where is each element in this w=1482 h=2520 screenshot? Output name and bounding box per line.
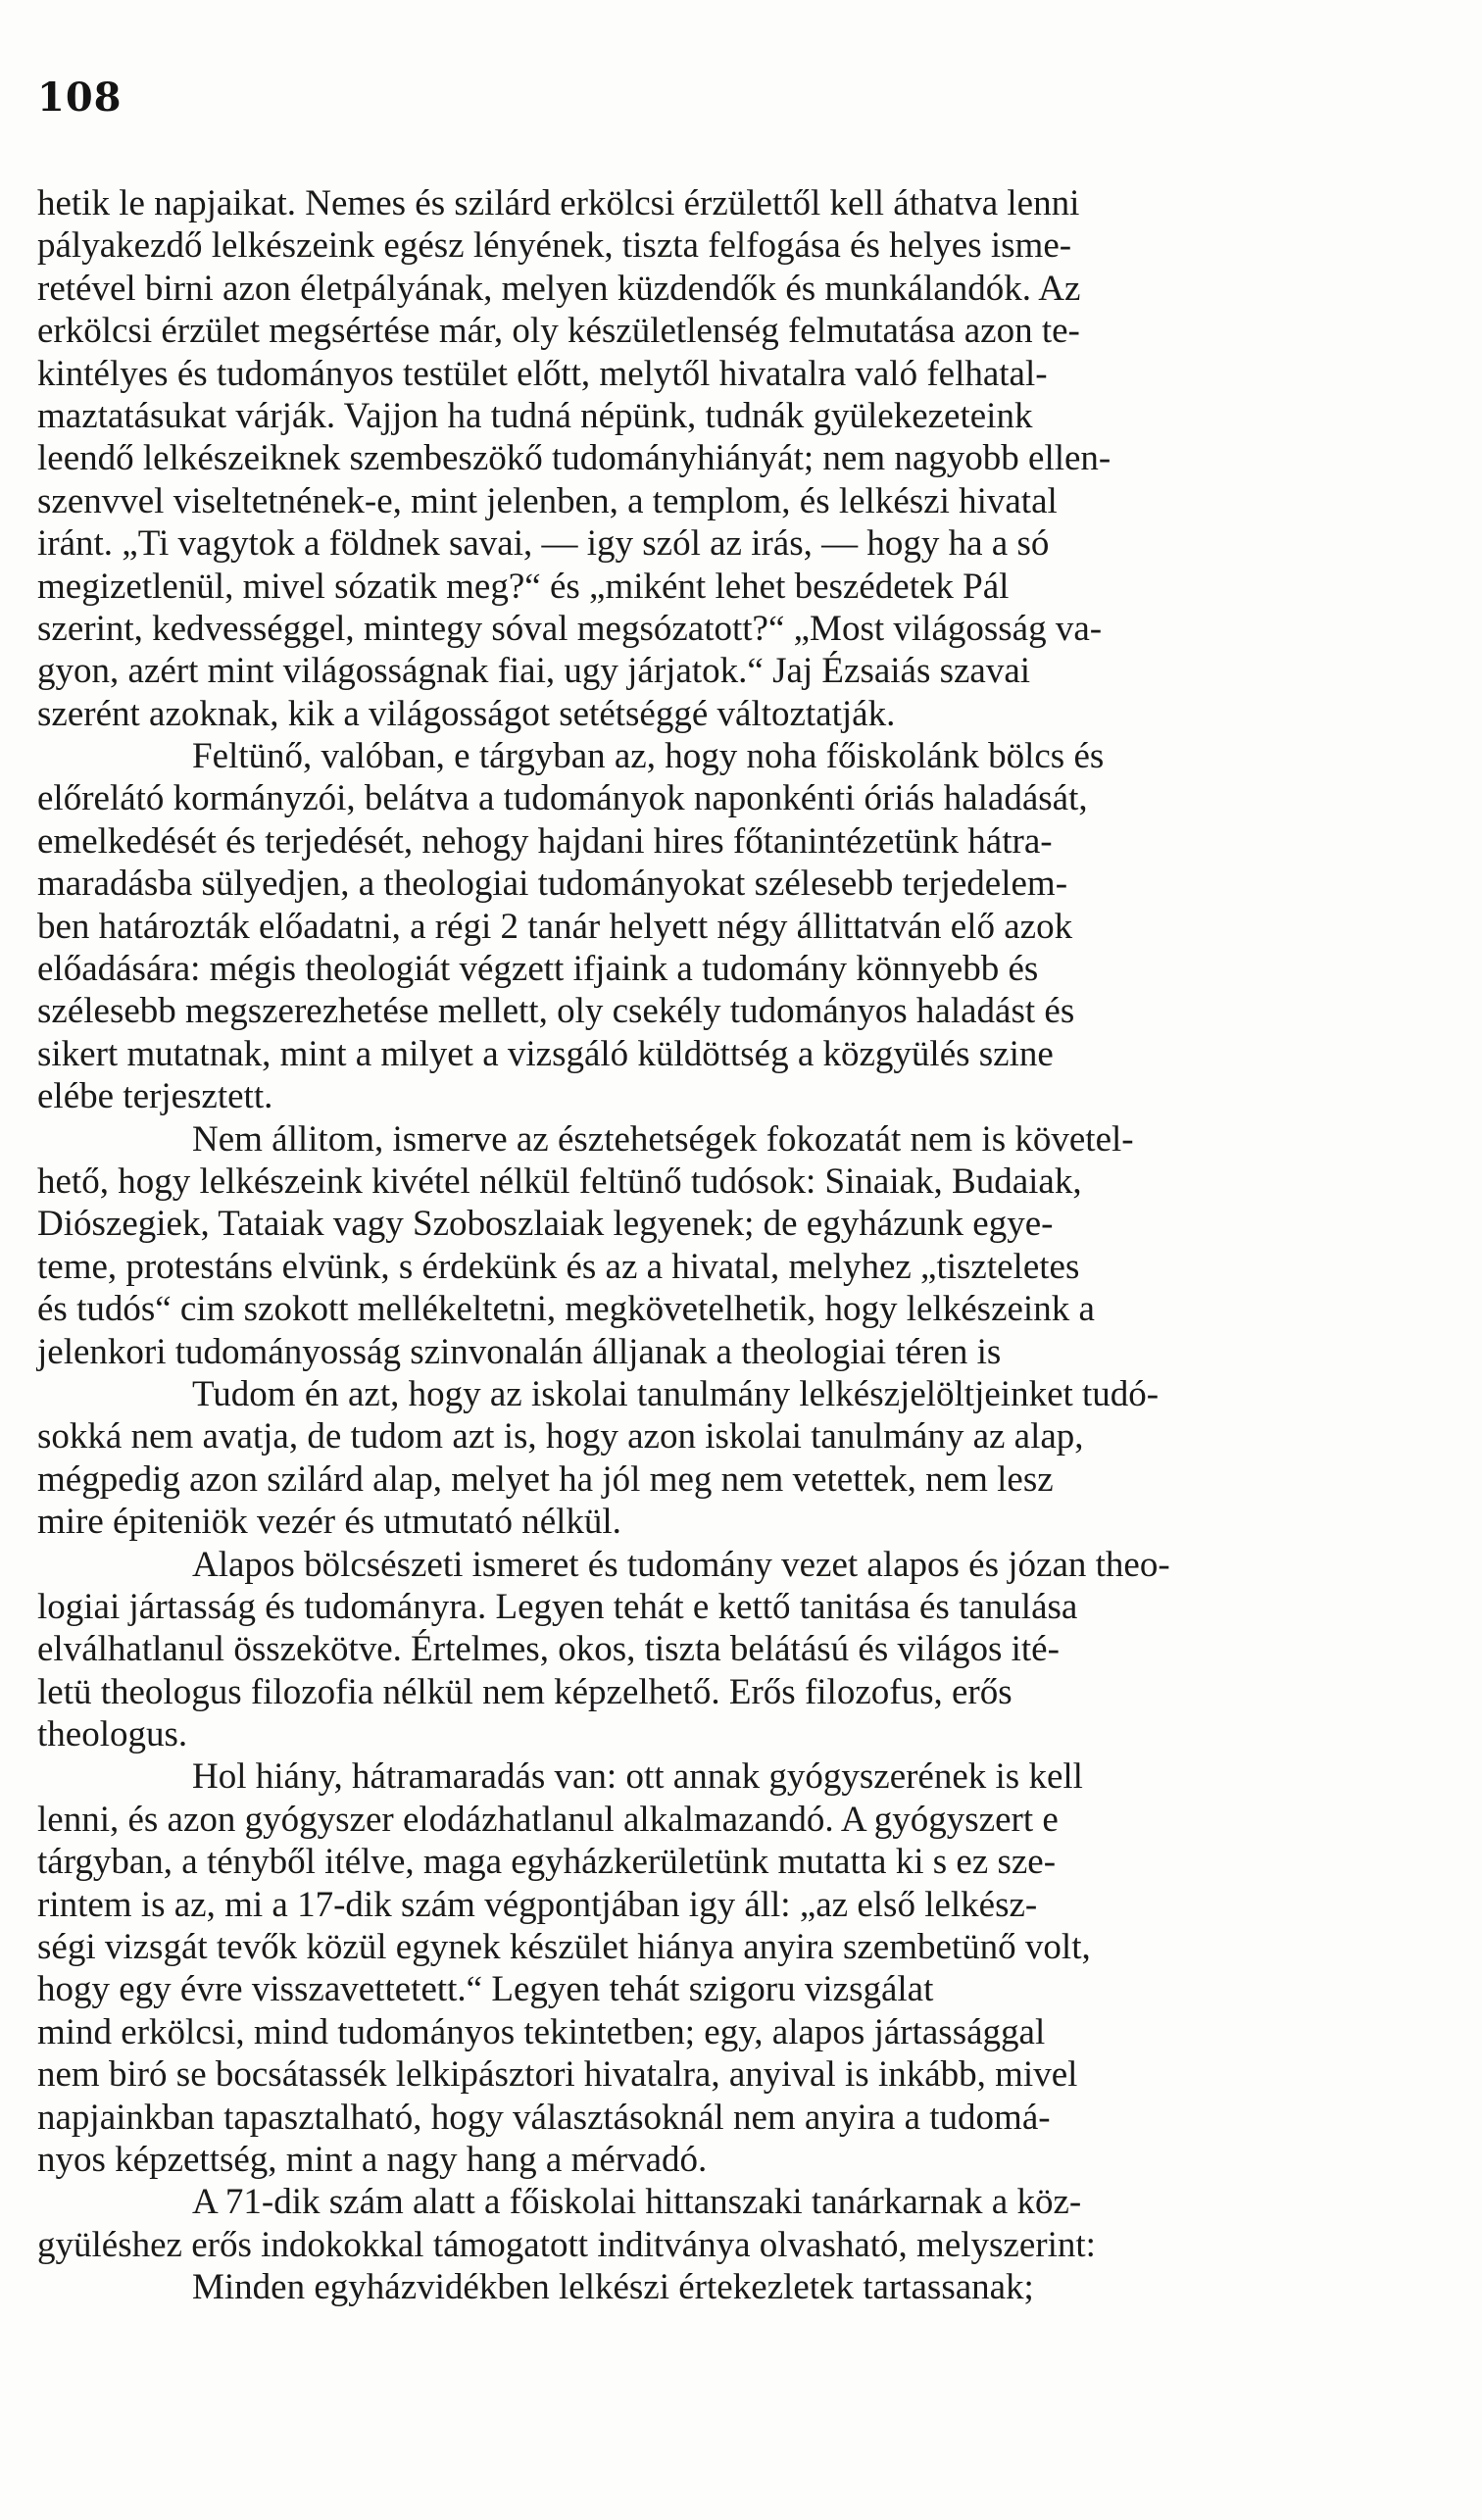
text-line: sokká nem avatja, de tudom azt is, hogy azon iskolai tanulmány az alap, xyxy=(37,1416,1084,1458)
text-line: hetik le napjaikat. Nemes és szilárd erkölcsi érzülettől kell áthatva lenni xyxy=(37,183,1080,223)
text-line: Nem állitom, ismerve az észtehetségek fokozatát nem is követel- xyxy=(192,1118,1134,1160)
text-line: jelenkori tudományosság szinvonalán álljanak a theologiai téren is xyxy=(37,1331,1002,1372)
text-line: maztatásukat várják. Vajjon ha tudná népünk, tudnák gyülekezeteink xyxy=(37,395,1033,436)
text-line: megizetlenül, mivel sózatik meg?“ és „miként lehet beszédetek Pál xyxy=(37,566,1010,607)
text-line: nem biró se bocsátassék lelkipásztori hivatalra, anyival is inkább, mivel xyxy=(37,2054,1078,2096)
text-line: mégpedig azon szilárd alap, melyet ha jól meg nem vetettek, nem lesz xyxy=(37,1458,1054,1500)
text-line: ben határozták előadatni, a régi 2 tanár helyett négy állittatván elő azok xyxy=(37,906,1073,947)
text-line: iránt. „Ti vagytok a földnek savai, — igy szól az irás, — hogy ha a só xyxy=(37,523,1050,565)
text-line: maradásba sülyedjen, a theologiai tudományokat szélesebb terjedelem- xyxy=(37,864,1068,905)
text-line: szerént azoknak, kik a világosságot setétséggé változtatják. xyxy=(37,693,896,734)
text-line: sikert mutatnak, mint a milyet a vizsgáló küldöttség a közgyülés szine xyxy=(37,1033,1054,1074)
text-line: kintélyes és tudományos testület előtt, melytől hivatalra való felhatal- xyxy=(37,353,1048,394)
text-line: napjainkban tapasztalható, hogy választásoknál nem anyira a tudomá- xyxy=(37,2097,1051,2138)
text-line: Tudom én azt, hogy az iskolai tanulmány lelkészjelöltjeinket tudó- xyxy=(192,1373,1160,1414)
text-line: leendő lelkészeiknek szembeszökő tudományhiányát; nem nagyobb ellen- xyxy=(37,438,1112,479)
text-line: hogy egy évre visszavettetett.“ Legyen tehát szigoru vizsgálat xyxy=(37,1969,934,2010)
text-line: rintem is az, mi a 17-dik szám végpontjában igy áll: „az első lelkész- xyxy=(37,1884,1038,1925)
text-line: elébe terjesztett. xyxy=(37,1076,273,1117)
text-line: hető, hogy lelkészeink kivétel nélkül feltünő tudósok: Sinaiak, Budaiak, xyxy=(37,1161,1082,1202)
text-line: elválhatlanul összekötve. Értelmes, okos, tiszta belátású és világos ité- xyxy=(37,1629,1060,1670)
text-line: Feltünő, valóban, e tárgyban az, hogy noha főiskolánk bölcs és xyxy=(192,736,1105,777)
text-line: előrelátó kormányzói, belátva a tudományok naponkénti óriás haladását, xyxy=(37,778,1088,819)
text-line: és tudós“ cim szokott mellékeltetni, megkövetelhetik, hogy lelkészeink a xyxy=(37,1289,1095,1330)
text-line: mire épiteniök vezér és utmutató nélkül. xyxy=(37,1502,621,1543)
body-text xyxy=(37,182,1409,2309)
text-line: Diószegiek, Tataiak vagy Szoboszlaiak legyenek; de egyházunk egye- xyxy=(37,1204,1054,1245)
text-line: gyon, azért mint világosságnak fiai, ugy járjatok.“ Jaj Ézsaiás szavai xyxy=(37,651,1031,692)
text-line: szélesebb megszerezhetése mellett, oly csekély tudományos haladást és xyxy=(37,991,1075,1032)
text-line: emelkedését és terjedését, nehogy hajdani hires főtanintézetünk hátra- xyxy=(37,820,1053,862)
text-line: gyüléshez erős indokokkal támogatott inditványa olvasható, melyszerint: xyxy=(37,2224,1096,2265)
text-line: előadására: mégis theologiát végzett ifjaink a tudomány könnyebb és xyxy=(37,949,1039,990)
text-line: nyos képzettség, mint a nagy hang a mérvadó. xyxy=(37,2139,708,2180)
text-line: szerint, kedvességgel, mintegy sóval megsózatott?“ „Most világosság va- xyxy=(37,608,1103,649)
text-line: logiai jártasság és tudományra. Legyen tehát e kettő tanitása és tanulása xyxy=(37,1586,1078,1627)
text-line: teme, protestáns elvünk, s érdekünk és az a hivatal, melyhez „tiszteletes xyxy=(37,1246,1080,1287)
text-line: Hol hiány, hátramaradás van: ott annak gyógyszerének is kell xyxy=(192,1756,1083,1798)
text-line: A 71-dik szám alatt a főiskolai hittanszaki tanárkarnak a köz- xyxy=(192,2182,1082,2223)
text-line: szenvvel viseltetnének-e, mint jelenben, a templom, és lelkészi hivatal xyxy=(37,480,1058,521)
text-line: theologus. xyxy=(37,1714,188,1755)
text-line: tárgyban, a tényből itélve, maga egyházkerületünk mutatta ki s ez sze- xyxy=(37,1842,1057,1883)
text-line: lenni, és azon gyógyszer elodázhatlanul alkalmazandó. A gyógyszert e xyxy=(37,1799,1059,1840)
text-line: mind erkölcsi, mind tudományos tekintetben; egy, alapos jártassággal xyxy=(37,2011,1046,2052)
text-line: pályakezdő lelkészeink egész lényének, tiszta felfogása és helyes isme- xyxy=(37,225,1072,267)
text-line: erkölcsi érzület megsértése már, oly készületlenség felmutatása azon te- xyxy=(37,311,1080,352)
page-number: 108 xyxy=(37,74,123,121)
text-line: letü theologus filozofia nélkül nem képzelhető. Erős filozofus, erős xyxy=(37,1671,1013,1712)
text-line: Minden egyházvidékben lelkészi értekezletek tartassanak; xyxy=(192,2267,1034,2308)
text-line: Alapos bölcsészeti ismeret és tudomány vezet alapos és józan theo- xyxy=(192,1544,1170,1585)
text-line: retével birni azon életpályának, melyen küzdendők és munkálandók. Az xyxy=(37,268,1081,309)
text-line: ségi vizsgát tevők közül egynek készület hiánya anyira szembetünő volt, xyxy=(37,1927,1091,1968)
